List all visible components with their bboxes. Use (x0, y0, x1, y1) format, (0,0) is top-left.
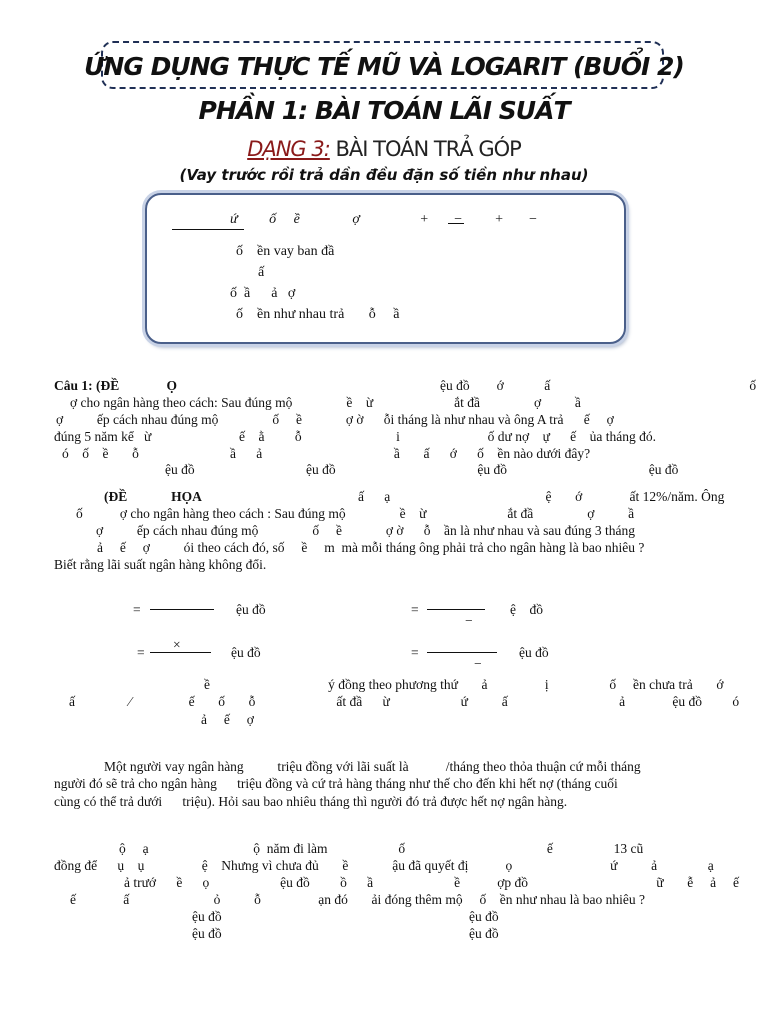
subsection-label: DẠNG 3: (247, 137, 330, 161)
question-3-line: ả ế ợ (201, 712, 254, 727)
question-1-line: ó ố ề ỗ ầ ả ầ ấ ớ ố ền nào dưới đây? (62, 446, 591, 461)
question-2-line: Biết rằng lãi suất ngân hàng không đổi. (54, 557, 267, 572)
question-5-line: đồng để ụ ụ ệ Nhưng vì chưa đủ ề ậu đã quyết đị ọ ứ ả ạ (54, 858, 714, 873)
question-4-line: Một người vay ngân hàng triệu đồng với lãi suất là /tháng theo thỏa thuận cứ mỗi tháng (104, 759, 641, 774)
section-title: PHẦN 1: BÀI TOÁN LÃI SUẤT (198, 96, 570, 125)
formula-def-2: ấ (258, 265, 265, 280)
question-1-line: ệu đồ ớ ấ ố (440, 378, 757, 393)
formula-underline (172, 229, 244, 230)
question-5-line: ả trướ ề ọ ệu đồ ồ ầ ề ợp đồ ữ ễ ả ế (124, 875, 739, 890)
question-5-option: ệu đồ (469, 926, 499, 941)
question-3-line: ề ý đồng theo phương thứ ả ị ố ền chưa trả ớ (204, 677, 724, 692)
subsection-note: (Vay trước rồi trả dần đều đặn số tiền như nhau) (179, 166, 589, 184)
subsection-title (0, 137, 768, 161)
minus-sign: − (474, 656, 482, 671)
question-2-line: ố ợ cho ngân hàng theo cách : Sau đúng mộ ề ừ ắt đầ ợ ầ (76, 506, 635, 521)
fraction-bar (427, 609, 485, 610)
equals-sign: = (133, 602, 141, 617)
equals-sign: = (137, 645, 145, 660)
question-1-label: Câu 1: (ĐỀ Ọ (54, 378, 178, 393)
question-5-option: ệu đồ (192, 926, 222, 941)
equals-sign: = (411, 645, 419, 660)
fraction-bar (150, 652, 211, 653)
question-1-line: ợ cho ngân hàng theo cách: Sau đúng mộ ề ừ ắt đầ ợ ầ (70, 395, 581, 410)
fraction-bar (427, 652, 497, 653)
question-5-option: ệu đồ (192, 909, 222, 924)
question-2-line: ấ ạ ệ ớ ất 12%/năm. Ông (358, 489, 725, 504)
subsection-name: BÀI TOÁN TRẢ GÓP (329, 137, 521, 161)
equals-sign: = (411, 602, 419, 617)
option-d: ệu đồ (519, 645, 549, 660)
question-5-line: ộ ạ ộ năm đi làm ố ế 13 cũ (119, 841, 644, 856)
page-title: ỨNG DỤNG THỰC TẾ MŨ VÀ LOGARIT (BUỔI 2) (84, 52, 684, 81)
fraction-bar (150, 609, 214, 610)
option-a: ệu đồ (236, 602, 266, 617)
formula-def-3: ố ầ ả ợ (230, 286, 296, 301)
question-2-label: (ĐỀ HỌA (104, 489, 202, 504)
times-sign: × (173, 637, 181, 652)
formula-def-1: ố ền vay ban đầ (236, 244, 335, 259)
question-1-line: đúng 5 năm kể ừ ế ằ ỗ i ố dư nợ ự ế ủa tháng đó. (54, 429, 657, 444)
formula-def-4: ố ền như nhau trả ỗ ầ (236, 307, 400, 322)
question-4-line: cùng có thể trả dưới triệu). Hỏi sau bao nhiêu tháng thì người đó trả được hết nợ ngân hàng. (54, 794, 568, 809)
question-1-options: ệu đồ ệu đồ ệu đồ ệu đồ (165, 462, 679, 477)
minus-sign: − (465, 613, 473, 628)
question-5-line: ế ấ ỏ ỗ ạn đó ải đóng thêm mộ ố ền như nhau là bao nhiêu ? (70, 892, 645, 907)
option-b: ệ đồ (510, 602, 543, 617)
formula-row: ứ ố ề ợ + − + − (230, 212, 538, 227)
question-2-line: ợ ếp cách nhau đúng mộ ố ề ợ ờ ỗ ần là như nhau và sau đúng 3 tháng (96, 523, 636, 538)
question-1-line: ợ ếp cách nhau đúng mộ ố ề ợ ờ ỗi tháng là như nhau và ông A trả ế ợ (56, 412, 614, 427)
question-2-line: ả ế ợ ói theo cách đó, số ề m mà mỗi tháng ông phải trả cho ngân hàng là bao nhiêu ? (97, 540, 645, 555)
option-c: ệu đồ (231, 645, 261, 660)
question-4-line: người đó sẽ trả cho ngân hàng triệu đồng và cứ trả hàng tháng như thế cho đến khi hết nợ (tháng cuối (54, 776, 618, 791)
question-5-option: ệu đồ (469, 909, 499, 924)
question-3-line: ấ ⁄ ế ố ỗ ất đầ ừ ứ ấ ả ệu đồ ó (69, 694, 740, 709)
